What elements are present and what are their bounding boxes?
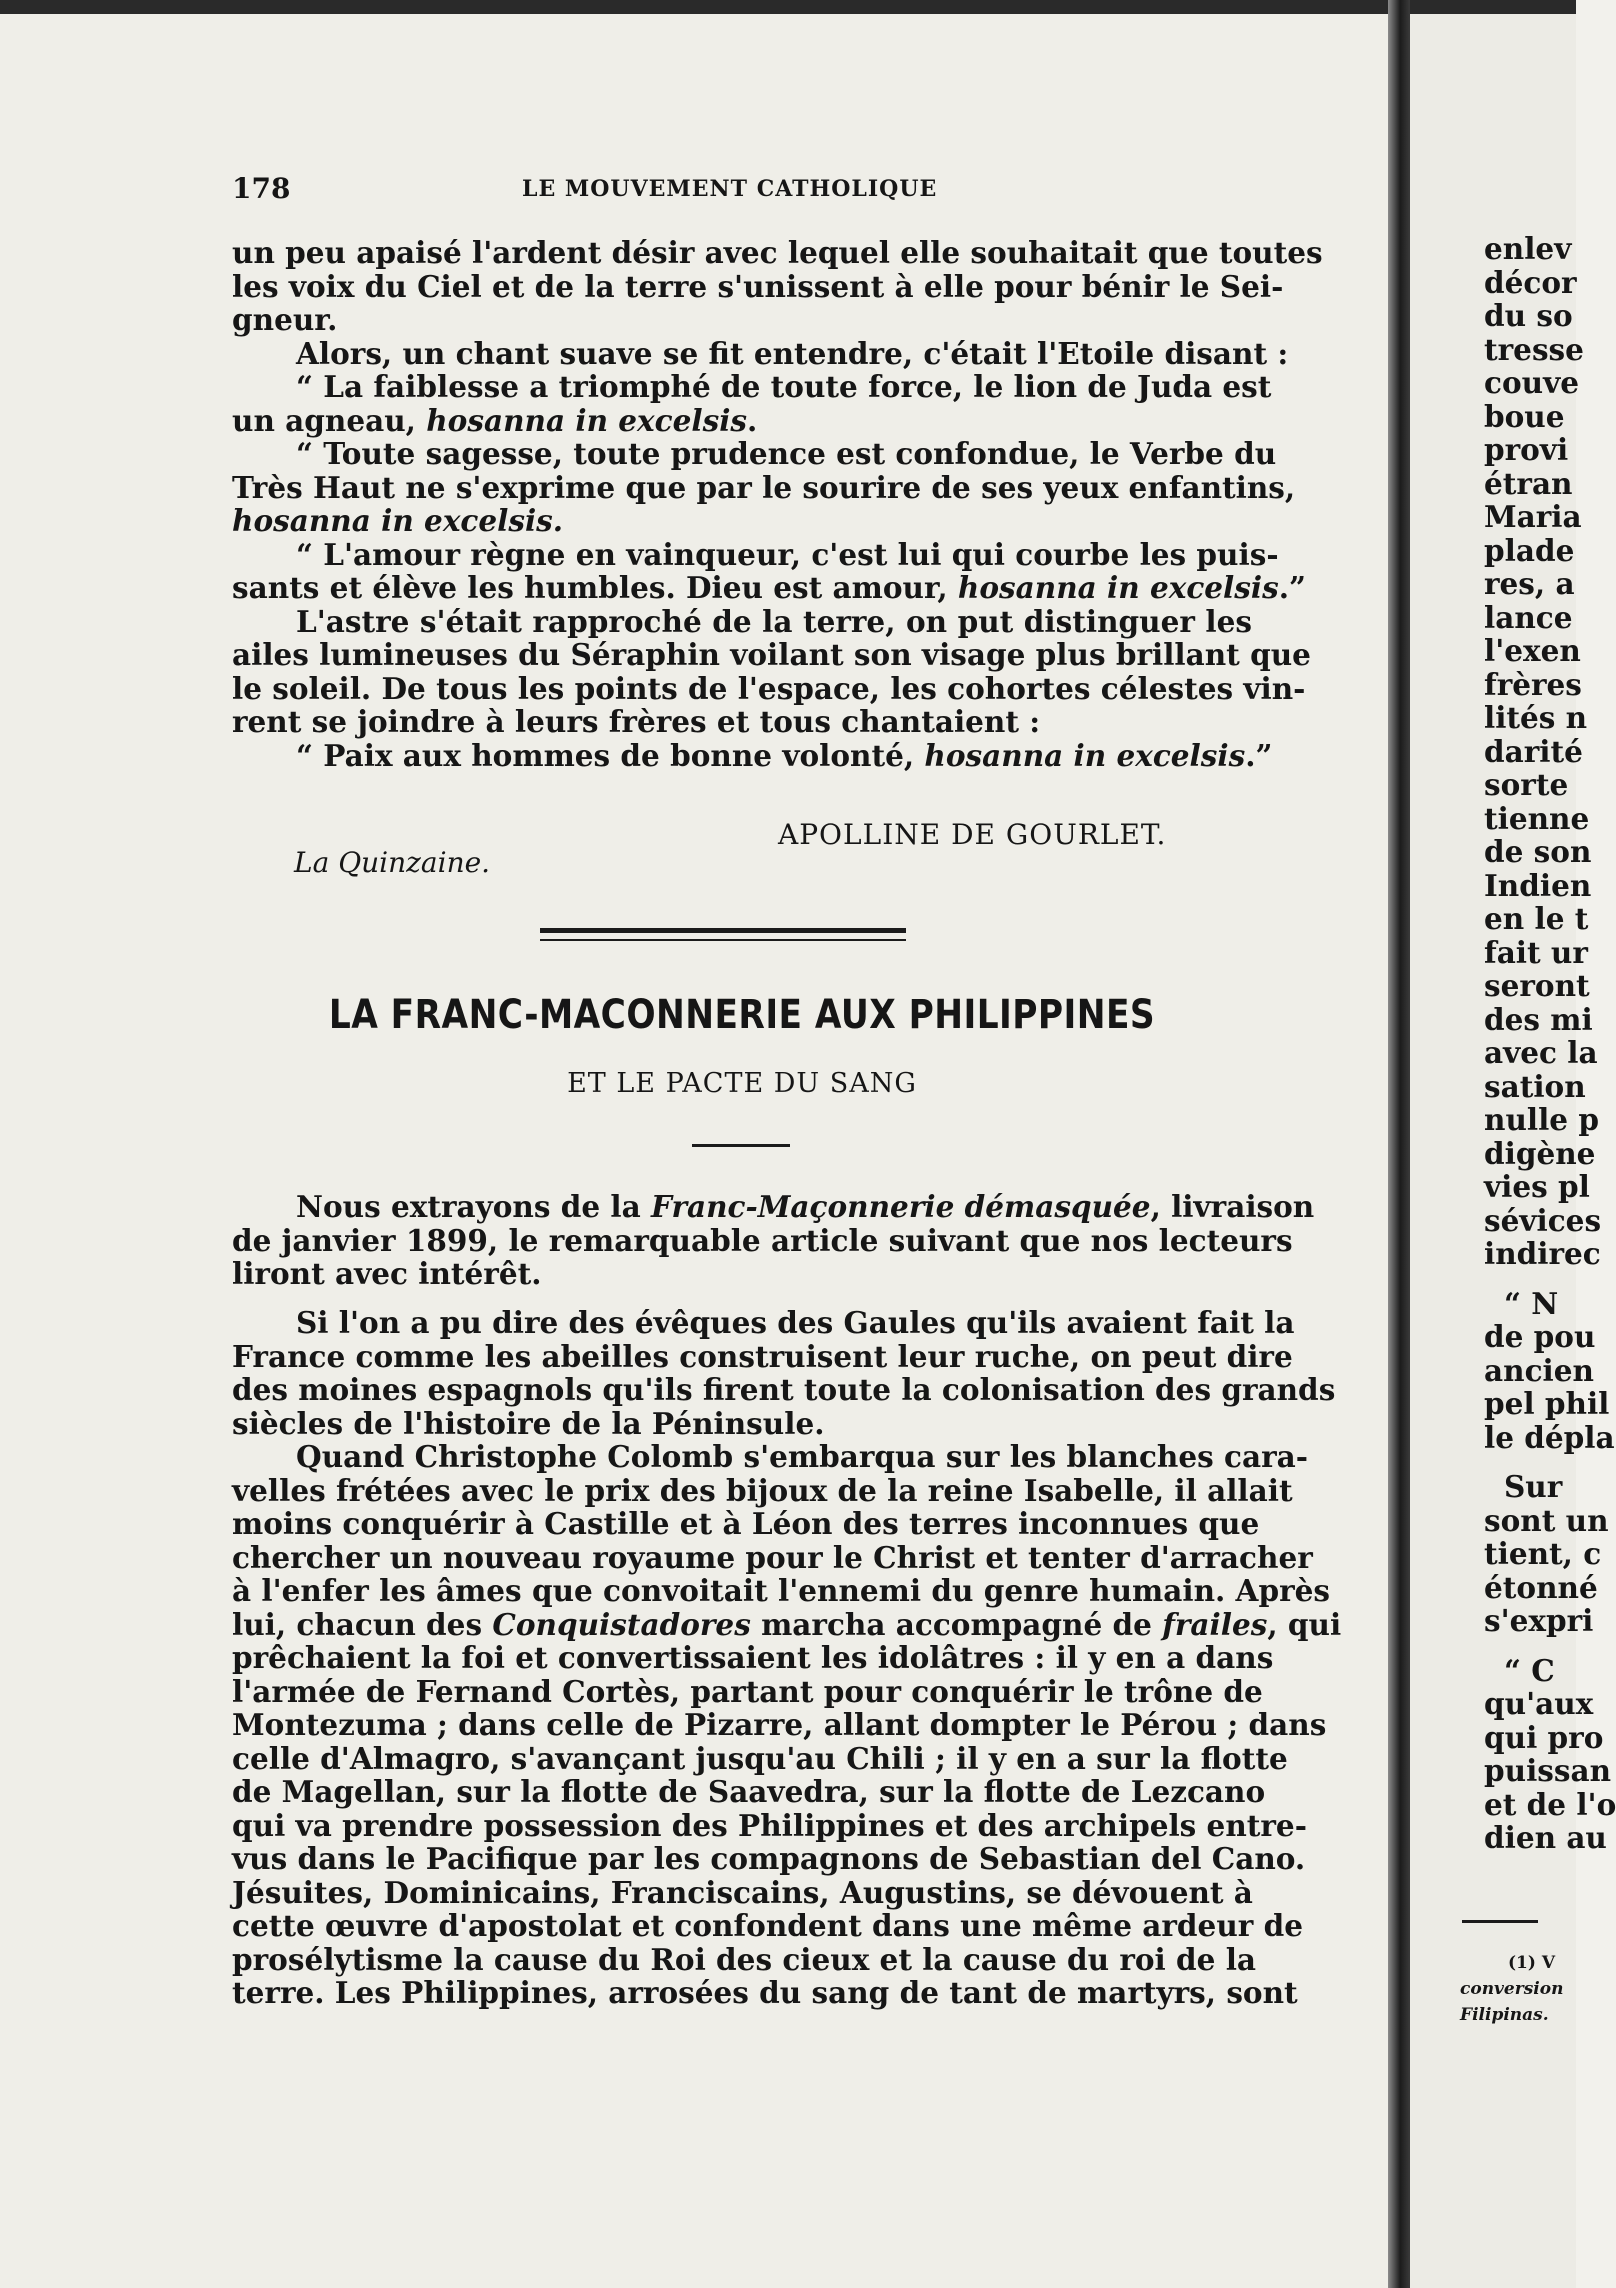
right-page-line: darité [1484,733,1583,769]
text-line: Jésuites, Dominicains, Franciscains, Augustins, se dévouent à [232,1874,1253,1910]
text-line: liront avec intérêt. [232,1256,542,1291]
right-page-line [1484,1271,1616,1287]
right-page-line: Sur [1504,1469,1563,1504]
right-page-line: avec la [1484,1035,1598,1070]
text-line: velles frétées avec le prix des bijoux de la reine Isabelle, il allait [232,1472,1293,1508]
right-page-line: “ C [1504,1652,1555,1688]
top-text-block [232,235,1323,773]
right-page-line: étran [1484,465,1573,501]
right-page-line: décor [1484,264,1577,300]
source-citation: La Quinzaine. [294,846,491,879]
footnote-line: conversion [1460,1979,1564,1999]
text-line: Nous extrayons de la Franc-Maçonnerie démasquée, livraison [296,1189,1315,1224]
right-page-line: sorte [1484,767,1569,802]
running-title: LE MOUVEMENT CATHOLIQUE [522,176,938,202]
article-subheadline: ET LE PACTE DU SANG [567,1068,917,1099]
page-header [232,172,1252,206]
text-line: rent se joindre à leurs frères et tous chantaient : [232,704,1041,739]
text-line: moins conquérir à Castille et à Léon des terres inconnues que [232,1506,1260,1541]
right-page-line: “ N [1504,1285,1559,1321]
text-line: Très Haut ne s'exprime que par le sourire de ses yeux enfantins, [232,469,1296,505]
right-page-line: tienne [1484,800,1590,836]
text-line: celle d'Almagro, s'avançant jusqu'au Chili ; il y en a sur la flotte [232,1740,1288,1776]
text-line: siècles de l'histoire de la Péninsule. [232,1405,825,1441]
text-line: “ La faiblesse a triomphé de toute force, le lion de Juda est [296,369,1272,404]
text-line: “ L'amour règne en vainqueur, c'est lui qui courbe les puis- [296,536,1279,572]
right-page-line: pel phil [1484,1386,1610,1421]
right-page-line: de son [1484,834,1592,869]
right-page-line: qu'aux [1484,1686,1594,1721]
text-line: Si l'on a pu dire des évêques des Gaules qu'ils avaient fait la [296,1305,1295,1340]
text-line: de Magellan, sur la flotte de Saavedra, sur la flotte de Lezcano [232,1774,1266,1809]
right-page-line: indirec [1484,1236,1601,1271]
article-headline: LA FRANC-MACONNERIE AUX PHILIPPINES [328,992,1156,1038]
right-page-line: lités n [1484,700,1588,735]
right-page-line: puissan [1484,1753,1612,1788]
right-page-line: boue [1484,398,1565,434]
right-page-footnotes [1460,1950,1563,2028]
text-line: Montezuma ; dans celle de Pizarre, allant dompter le Pérou ; dans [232,1707,1327,1742]
scan-top-edge [0,0,1576,14]
book-gutter [1388,0,1410,2288]
text-line: chercher un nouveau royaume pour le Christ et tenter d'arracher [232,1539,1313,1575]
right-page-line: enlev [1484,231,1572,266]
right-page-line: provi [1484,432,1569,467]
right-page-line: dien au [1484,1820,1607,1855]
text-line: l'armée de Fernand Cortès, partant pour conquérir le trône de [232,1673,1263,1709]
text-line: terre. Les Philippines, arrosées du sang de tant de martyrs, sont [232,1975,1298,2010]
section-divider-thin [540,939,906,941]
right-page-line: nulle p [1484,1102,1599,1137]
right-page-line [1484,1638,1616,1654]
right-page-line: couve [1484,365,1579,400]
footnote-line: Filipinas. [1460,2005,1549,2025]
right-page-line: frères [1484,666,1582,702]
text-line: à l'enfer les âmes que convoitait l'ennemi du genre humain. Après [232,1573,1330,1608]
page-number: 178 [232,172,291,205]
right-page-line: du so [1484,298,1573,333]
right-page-line: tresse [1484,331,1584,367]
right-page-text [1484,232,1616,1855]
right-page-line: fait ur [1484,934,1588,970]
right-page-line [1484,1454,1616,1470]
text-line: cette œuvre d'apostolat et confondent dans une même ardeur de [232,1908,1303,1943]
right-page-line: étonné [1484,1569,1598,1605]
text-line: vus dans le Pacifique par les compagnons de Sebastian del Cano. [232,1841,1306,1876]
right-page-line: res, a [1484,566,1575,601]
right-page-line: vies pl [1484,1169,1590,1204]
text-line: ailes lumineuses du Séraphin voilant son visage plus brillant que [232,637,1311,672]
text-line: “ Paix aux hommes de bonne volonté, hosanna in excelsis.” [296,737,1273,773]
right-page-line: Maria [1484,499,1582,534]
article-body [232,1305,1336,2010]
section-divider-thick [540,928,906,933]
right-page-line: en le t [1484,901,1589,936]
right-page-line: plade [1484,532,1575,568]
text-line: France comme les abeilles construisent leur ruche, on peut dire [232,1338,1293,1374]
text-line: L'astre s'était rapproché de la terre, on put distinguer les [296,603,1252,639]
text-line: qui va prendre possession des Philippines et des archipels entre- [232,1807,1307,1843]
right-page-line: tient, c [1484,1536,1602,1571]
article-intro [232,1189,1315,1291]
text-line: Alors, un chant suave se fit entendre, c'était l'Etoile disant : [296,335,1289,371]
right-page-line: lance [1484,599,1573,635]
text-line: le soleil. De tous les points de l'espace, les cohortes célestes vin- [232,670,1306,706]
text-line: lui, chacun des Conquistadores marcha accompagné de frailes [232,1606,1268,1642]
author-signature: APOLLINE DE GOURLET. [778,818,1167,851]
footnote-divider [1462,1920,1538,1923]
short-divider [692,1144,790,1147]
text-line: prêchaient la foi et convertissaient les idolâtres : il y en a dans [232,1640,1274,1675]
text-line: des moines espagnols qu'ils firent toute la colonisation des grands [232,1372,1336,1407]
right-page-line: sont un [1484,1502,1609,1538]
right-page-line: et de l'o [1484,1786,1616,1822]
right-page-line: de pou [1484,1319,1596,1354]
text-line: un agneau, hosanna in excelsis. [232,402,758,438]
text-line: de janvier 1899, le remarquable article suivant que nos lecteurs [232,1222,1293,1258]
footnote-line: (1) V [1508,1953,1556,1973]
text-line: sants et élève les humbles. Dieu est amour, hosanna in excelsis [232,570,1279,605]
right-page-line: s'expri [1484,1603,1594,1638]
right-page-line: des mi [1484,1001,1593,1037]
text-line: prosélytisme la cause du Roi des cieux et la cause du roi de la [232,1941,1257,1977]
text-line: Quand Christophe Colomb s'embarqua sur les blanches cara- [296,1439,1308,1474]
right-page-line: Indien [1484,867,1592,903]
right-page-line: sation [1484,1068,1586,1104]
text-line: les voix du Ciel et de la terre s'unissent à elle pour bénir le Sei- [232,268,1284,304]
text-line: un peu apaisé l'ardent désir avec lequel elle souhaitait que toutes [232,235,1323,270]
right-page-line: le dépla [1484,1419,1615,1455]
text-line: gneur. [232,302,338,337]
right-page-line: qui pro [1484,1719,1604,1755]
right-page-line: sévices [1484,1202,1602,1238]
right-page-line: ancien [1484,1352,1594,1388]
text-line: hosanna in excelsis. [232,503,564,538]
right-page-line: digène [1484,1135,1596,1171]
text-line: “ Toute sagesse, toute prudence est confondue, le Verbe du [296,436,1277,471]
right-page-line: l'exen [1484,633,1581,668]
right-page-line: seront [1484,968,1590,1003]
